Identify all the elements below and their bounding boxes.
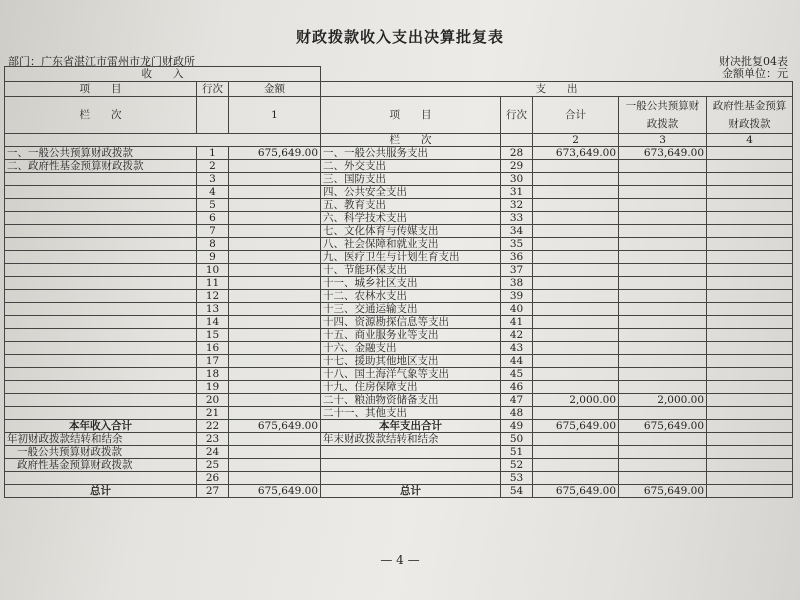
expense-row-number: 40 bbox=[501, 303, 533, 316]
income-amount bbox=[229, 368, 321, 381]
table-row bbox=[5, 355, 793, 368]
gov-fund-amount bbox=[707, 459, 793, 472]
income-amount bbox=[229, 225, 321, 238]
expense-col-blank bbox=[501, 134, 533, 147]
income-amount bbox=[229, 433, 321, 446]
gov-fund-amount bbox=[707, 355, 793, 368]
income-amount bbox=[229, 407, 321, 420]
income-row-number: 22 bbox=[197, 420, 229, 433]
form-number: 财决批复04表 bbox=[719, 55, 788, 68]
expense-item: 五、教育支出 bbox=[321, 199, 501, 212]
gov-fund-amount bbox=[707, 225, 793, 238]
expense-item-header: 项 目 bbox=[321, 97, 501, 134]
expense-row-number: 32 bbox=[501, 199, 533, 212]
income-row-number: 23 bbox=[197, 433, 229, 446]
table-row bbox=[5, 238, 793, 251]
income-item bbox=[5, 264, 197, 277]
expense-row-number: 31 bbox=[501, 186, 533, 199]
expense-row-number: 37 bbox=[501, 264, 533, 277]
expense-item: 十三、交通运输支出 bbox=[321, 303, 501, 316]
income-amount: 675,649.00 bbox=[229, 485, 321, 498]
income-row-number: 9 bbox=[197, 251, 229, 264]
income-row-number: 6 bbox=[197, 212, 229, 225]
gov-fund-amount bbox=[707, 420, 793, 433]
income-row-number: 27 bbox=[197, 485, 229, 498]
expense-row-number: 48 bbox=[501, 407, 533, 420]
budget-table bbox=[4, 66, 793, 498]
income-item bbox=[5, 381, 197, 394]
income-item bbox=[5, 394, 197, 407]
gov-fund-amount bbox=[707, 251, 793, 264]
table-row bbox=[5, 329, 793, 342]
expense-item: 十七、援助其他地区支出 bbox=[321, 355, 501, 368]
gov-fund-amount bbox=[707, 329, 793, 342]
income-row-number: 15 bbox=[197, 329, 229, 342]
income-amount bbox=[229, 342, 321, 355]
expense-row-number: 35 bbox=[501, 238, 533, 251]
expense-item bbox=[321, 446, 501, 459]
income-item: 一般公共预算财政拨款 bbox=[5, 446, 197, 459]
income-row-number: 7 bbox=[197, 225, 229, 238]
expense-total bbox=[533, 160, 619, 173]
gov-fund-amount bbox=[707, 160, 793, 173]
page-number: — 4 — bbox=[380, 553, 420, 567]
expense-item: 八、社会保障和就业支出 bbox=[321, 238, 501, 251]
table-row bbox=[5, 147, 793, 160]
expense-col-4: 4 bbox=[707, 134, 793, 147]
expense-total bbox=[533, 407, 619, 420]
income-row-number: 12 bbox=[197, 290, 229, 303]
department-label: 部门：广东省湛江市雷州市龙门财政所 bbox=[8, 55, 195, 68]
income-item bbox=[5, 277, 197, 290]
expense-total: 675,649.00 bbox=[533, 485, 619, 498]
expense-row-number: 52 bbox=[501, 459, 533, 472]
income-amount bbox=[229, 472, 321, 485]
income-header: 收 入 bbox=[5, 67, 321, 82]
income-row-number: 3 bbox=[197, 173, 229, 186]
general-budget-amount bbox=[619, 407, 707, 420]
expense-total bbox=[533, 290, 619, 303]
expense-row-number: 45 bbox=[501, 368, 533, 381]
expense-row-number: 36 bbox=[501, 251, 533, 264]
expense-total bbox=[533, 303, 619, 316]
expense-item: 十一、城乡社区支出 bbox=[321, 277, 501, 290]
expense-item: 本年支出合计 bbox=[321, 420, 501, 433]
expense-total: 673,649.00 bbox=[533, 147, 619, 160]
expense-row-number: 41 bbox=[501, 316, 533, 329]
income-row-number: 4 bbox=[197, 186, 229, 199]
general-budget-amount bbox=[619, 238, 707, 251]
income-amount bbox=[229, 238, 321, 251]
table-row bbox=[5, 290, 793, 303]
expense-row-number: 44 bbox=[501, 355, 533, 368]
expense-row-number: 29 bbox=[501, 160, 533, 173]
income-row-number: 19 bbox=[197, 381, 229, 394]
table-row bbox=[5, 342, 793, 355]
expense-item: 一、一般公共服务支出 bbox=[321, 147, 501, 160]
expense-total bbox=[533, 342, 619, 355]
expense-total bbox=[533, 381, 619, 394]
expense-item: 三、国防支出 bbox=[321, 173, 501, 186]
expense-row-number: 43 bbox=[501, 342, 533, 355]
income-item bbox=[5, 238, 197, 251]
gov-fund-amount bbox=[707, 433, 793, 446]
general-budget-amount: 673,649.00 bbox=[619, 147, 707, 160]
gov-fund-amount bbox=[707, 238, 793, 251]
general-budget-amount bbox=[619, 251, 707, 264]
income-amount: 675,649.00 bbox=[229, 420, 321, 433]
income-row-number: 13 bbox=[197, 303, 229, 316]
income-amount bbox=[229, 264, 321, 277]
general-budget-amount bbox=[619, 199, 707, 212]
income-item bbox=[5, 212, 197, 225]
income-amount bbox=[229, 290, 321, 303]
income-item: 总计 bbox=[5, 485, 197, 498]
table-row bbox=[5, 433, 793, 446]
general-budget-amount bbox=[619, 342, 707, 355]
expense-total bbox=[533, 329, 619, 342]
blank-cell bbox=[5, 134, 197, 147]
expense-total bbox=[533, 355, 619, 368]
gov-fund-amount bbox=[707, 199, 793, 212]
income-item bbox=[5, 303, 197, 316]
expense-header: 支 出 bbox=[321, 82, 793, 97]
income-item: 年初财政拨款结转和结余 bbox=[5, 433, 197, 446]
expense-total bbox=[533, 446, 619, 459]
income-amount bbox=[229, 199, 321, 212]
expense-item: 十四、资源勘探信息等支出 bbox=[321, 316, 501, 329]
income-amount bbox=[229, 446, 321, 459]
general-budget-amount bbox=[619, 472, 707, 485]
income-amount: 675,649.00 bbox=[229, 147, 321, 160]
table-row bbox=[5, 381, 793, 394]
table-row bbox=[5, 459, 793, 472]
general-budget-amount bbox=[619, 303, 707, 316]
general-budget-amount bbox=[619, 173, 707, 186]
expense-total bbox=[533, 212, 619, 225]
income-item: 政府性基金预算财政拨款 bbox=[5, 459, 197, 472]
table-row bbox=[5, 212, 793, 225]
income-column-label: 栏 次 bbox=[5, 97, 197, 134]
table-row bbox=[5, 303, 793, 316]
income-row-number: 21 bbox=[197, 407, 229, 420]
expense-header-spacer bbox=[321, 67, 793, 82]
expense-item: 二十一、其他支出 bbox=[321, 407, 501, 420]
general-budget-amount bbox=[619, 459, 707, 472]
expense-row-number: 42 bbox=[501, 329, 533, 342]
expense-item: 十八、国土海洋气象等支出 bbox=[321, 368, 501, 381]
expense-item: 四、公共安全支出 bbox=[321, 186, 501, 199]
income-item bbox=[5, 225, 197, 238]
income-item bbox=[5, 290, 197, 303]
general-budget-amount bbox=[619, 368, 707, 381]
gov-fund-amount bbox=[707, 485, 793, 498]
expense-total: 675,649.00 bbox=[533, 420, 619, 433]
expense-item bbox=[321, 472, 501, 485]
gov-fund-amount bbox=[707, 381, 793, 394]
income-amount bbox=[229, 212, 321, 225]
income-item bbox=[5, 316, 197, 329]
general-budget-amount bbox=[619, 316, 707, 329]
table-row bbox=[5, 472, 793, 485]
income-item: 一、一般公共预算财政拨款 bbox=[5, 147, 197, 160]
table-row bbox=[5, 394, 793, 407]
gov-fund-amount bbox=[707, 342, 793, 355]
income-amount bbox=[229, 316, 321, 329]
expense-row-number: 46 bbox=[501, 381, 533, 394]
income-row-number: 18 bbox=[197, 368, 229, 381]
gov-fund-amount bbox=[707, 264, 793, 277]
expense-item: 六、科学技术支出 bbox=[321, 212, 501, 225]
general-budget-amount bbox=[619, 381, 707, 394]
expense-item: 十、节能环保支出 bbox=[321, 264, 501, 277]
income-row-number: 11 bbox=[197, 277, 229, 290]
income-row-number: 8 bbox=[197, 238, 229, 251]
income-amount bbox=[229, 186, 321, 199]
income-amount bbox=[229, 173, 321, 186]
expense-total: 2,000.00 bbox=[533, 394, 619, 407]
gov-fund-amount bbox=[707, 173, 793, 186]
expense-row-number: 34 bbox=[501, 225, 533, 238]
general-budget-amount bbox=[619, 433, 707, 446]
table-row bbox=[5, 277, 793, 290]
general-budget-amount bbox=[619, 355, 707, 368]
table-row bbox=[5, 446, 793, 459]
report-title: 财政拨款收入支出决算批复表 bbox=[295, 28, 504, 46]
expense-row-number: 33 bbox=[501, 212, 533, 225]
expense-total bbox=[533, 459, 619, 472]
expense-row-number: 47 bbox=[501, 394, 533, 407]
general-budget-amount bbox=[619, 290, 707, 303]
gov-fund-amount bbox=[707, 303, 793, 316]
general-budget-amount: 2,000.00 bbox=[619, 394, 707, 407]
gov-fund-amount bbox=[707, 147, 793, 160]
table-row bbox=[5, 420, 793, 433]
gov-fund-amount bbox=[707, 472, 793, 485]
expense-row-number: 50 bbox=[501, 433, 533, 446]
expense-row-number: 54 bbox=[501, 485, 533, 498]
table-row bbox=[5, 199, 793, 212]
income-item bbox=[5, 199, 197, 212]
income-col-1: 1 bbox=[229, 97, 321, 134]
general-budget-amount bbox=[619, 446, 707, 459]
expense-item: 十六、金融支出 bbox=[321, 342, 501, 355]
expense-item: 总计 bbox=[321, 485, 501, 498]
general-budget-amount bbox=[619, 186, 707, 199]
income-item: 本年收入合计 bbox=[5, 420, 197, 433]
table-row bbox=[5, 316, 793, 329]
income-amount bbox=[229, 394, 321, 407]
income-amount bbox=[229, 329, 321, 342]
expense-total bbox=[533, 173, 619, 186]
income-amount bbox=[229, 251, 321, 264]
expense-item: 年末财政拨款结转和结余 bbox=[321, 433, 501, 446]
expense-item: 九、医疗卫生与计划生育支出 bbox=[321, 251, 501, 264]
expense-total bbox=[533, 251, 619, 264]
income-amount-header: 金额 bbox=[229, 82, 321, 97]
blank-cell bbox=[197, 134, 229, 147]
expense-row-number: 49 bbox=[501, 420, 533, 433]
income-row-number: 16 bbox=[197, 342, 229, 355]
income-row-number: 14 bbox=[197, 316, 229, 329]
expense-col-3: 3 bbox=[619, 134, 707, 147]
general-budget-amount bbox=[619, 225, 707, 238]
income-item bbox=[5, 407, 197, 420]
general-budget-amount bbox=[619, 160, 707, 173]
expense-total bbox=[533, 472, 619, 485]
gov-fund-amount bbox=[707, 394, 793, 407]
expense-row-number: 51 bbox=[501, 446, 533, 459]
expense-total bbox=[533, 199, 619, 212]
table-row bbox=[5, 251, 793, 264]
table-row bbox=[5, 160, 793, 173]
table-row bbox=[5, 264, 793, 277]
gov-fund-amount bbox=[707, 290, 793, 303]
general-budget-amount bbox=[619, 264, 707, 277]
income-item bbox=[5, 355, 197, 368]
table-row bbox=[5, 368, 793, 381]
table-row bbox=[5, 225, 793, 238]
income-amount bbox=[229, 355, 321, 368]
gov-fund-amount bbox=[707, 316, 793, 329]
income-col-blank bbox=[197, 97, 229, 134]
income-row-number: 25 bbox=[197, 459, 229, 472]
gov-fund-amount bbox=[707, 446, 793, 459]
expense-total bbox=[533, 238, 619, 251]
expense-item: 十二、农林水支出 bbox=[321, 290, 501, 303]
expense-total bbox=[533, 264, 619, 277]
income-amount bbox=[229, 381, 321, 394]
income-row-number: 26 bbox=[197, 472, 229, 485]
gov-fund-header: 政府性基金预算财政拨款 bbox=[707, 97, 793, 134]
income-item bbox=[5, 173, 197, 186]
expense-item: 十九、住房保障支出 bbox=[321, 381, 501, 394]
income-item bbox=[5, 186, 197, 199]
expense-total bbox=[533, 368, 619, 381]
general-budget-amount: 675,649.00 bbox=[619, 485, 707, 498]
expense-item: 十五、商业服务业等支出 bbox=[321, 329, 501, 342]
income-amount bbox=[229, 277, 321, 290]
income-row-number: 17 bbox=[197, 355, 229, 368]
expense-rowno-header: 行次 bbox=[501, 97, 533, 134]
income-row-number: 5 bbox=[197, 199, 229, 212]
table-row bbox=[5, 173, 793, 186]
expense-total bbox=[533, 225, 619, 238]
expense-item: 七、文化体育与传媒支出 bbox=[321, 225, 501, 238]
income-item: 二、政府性基金预算财政拨款 bbox=[5, 160, 197, 173]
expense-item: 二、外交支出 bbox=[321, 160, 501, 173]
income-item bbox=[5, 251, 197, 264]
income-item bbox=[5, 342, 197, 355]
general-budget-header: 一般公共预算财政拨款 bbox=[619, 97, 707, 134]
gov-fund-amount bbox=[707, 368, 793, 381]
expense-row-number: 39 bbox=[501, 290, 533, 303]
expense-item: 二十、粮油物资储备支出 bbox=[321, 394, 501, 407]
general-budget-amount: 675,649.00 bbox=[619, 420, 707, 433]
gov-fund-amount bbox=[707, 407, 793, 420]
expense-row-number: 30 bbox=[501, 173, 533, 186]
income-row-number: 24 bbox=[197, 446, 229, 459]
gov-fund-amount bbox=[707, 277, 793, 290]
expense-row-number: 28 bbox=[501, 147, 533, 160]
general-budget-amount bbox=[619, 212, 707, 225]
expense-total bbox=[533, 277, 619, 290]
income-amount bbox=[229, 160, 321, 173]
amount-unit: 金额单位：元 bbox=[722, 67, 788, 80]
income-row-number: 2 bbox=[197, 160, 229, 173]
expense-total bbox=[533, 433, 619, 446]
expense-row-number: 38 bbox=[501, 277, 533, 290]
general-budget-amount bbox=[619, 277, 707, 290]
income-row-number: 1 bbox=[197, 147, 229, 160]
table-row bbox=[5, 485, 793, 498]
expense-total bbox=[533, 316, 619, 329]
income-amount bbox=[229, 303, 321, 316]
income-item bbox=[5, 368, 197, 381]
expense-total bbox=[533, 186, 619, 199]
expense-row-number: 53 bbox=[501, 472, 533, 485]
expense-column-label: 栏 次 bbox=[321, 134, 501, 147]
income-item bbox=[5, 472, 197, 485]
income-item bbox=[5, 329, 197, 342]
income-row-number: 20 bbox=[197, 394, 229, 407]
blank-cell bbox=[229, 134, 321, 147]
income-row-number: 10 bbox=[197, 264, 229, 277]
income-rowno-header: 行次 bbox=[197, 82, 229, 97]
gov-fund-amount bbox=[707, 186, 793, 199]
expense-col-2: 2 bbox=[533, 134, 619, 147]
expense-item bbox=[321, 459, 501, 472]
table-row bbox=[5, 407, 793, 420]
income-item-header: 项 目 bbox=[5, 82, 197, 97]
general-budget-amount bbox=[619, 329, 707, 342]
income-amount bbox=[229, 459, 321, 472]
expense-total-header: 合计 bbox=[533, 97, 619, 134]
gov-fund-amount bbox=[707, 212, 793, 225]
table-row bbox=[5, 186, 793, 199]
